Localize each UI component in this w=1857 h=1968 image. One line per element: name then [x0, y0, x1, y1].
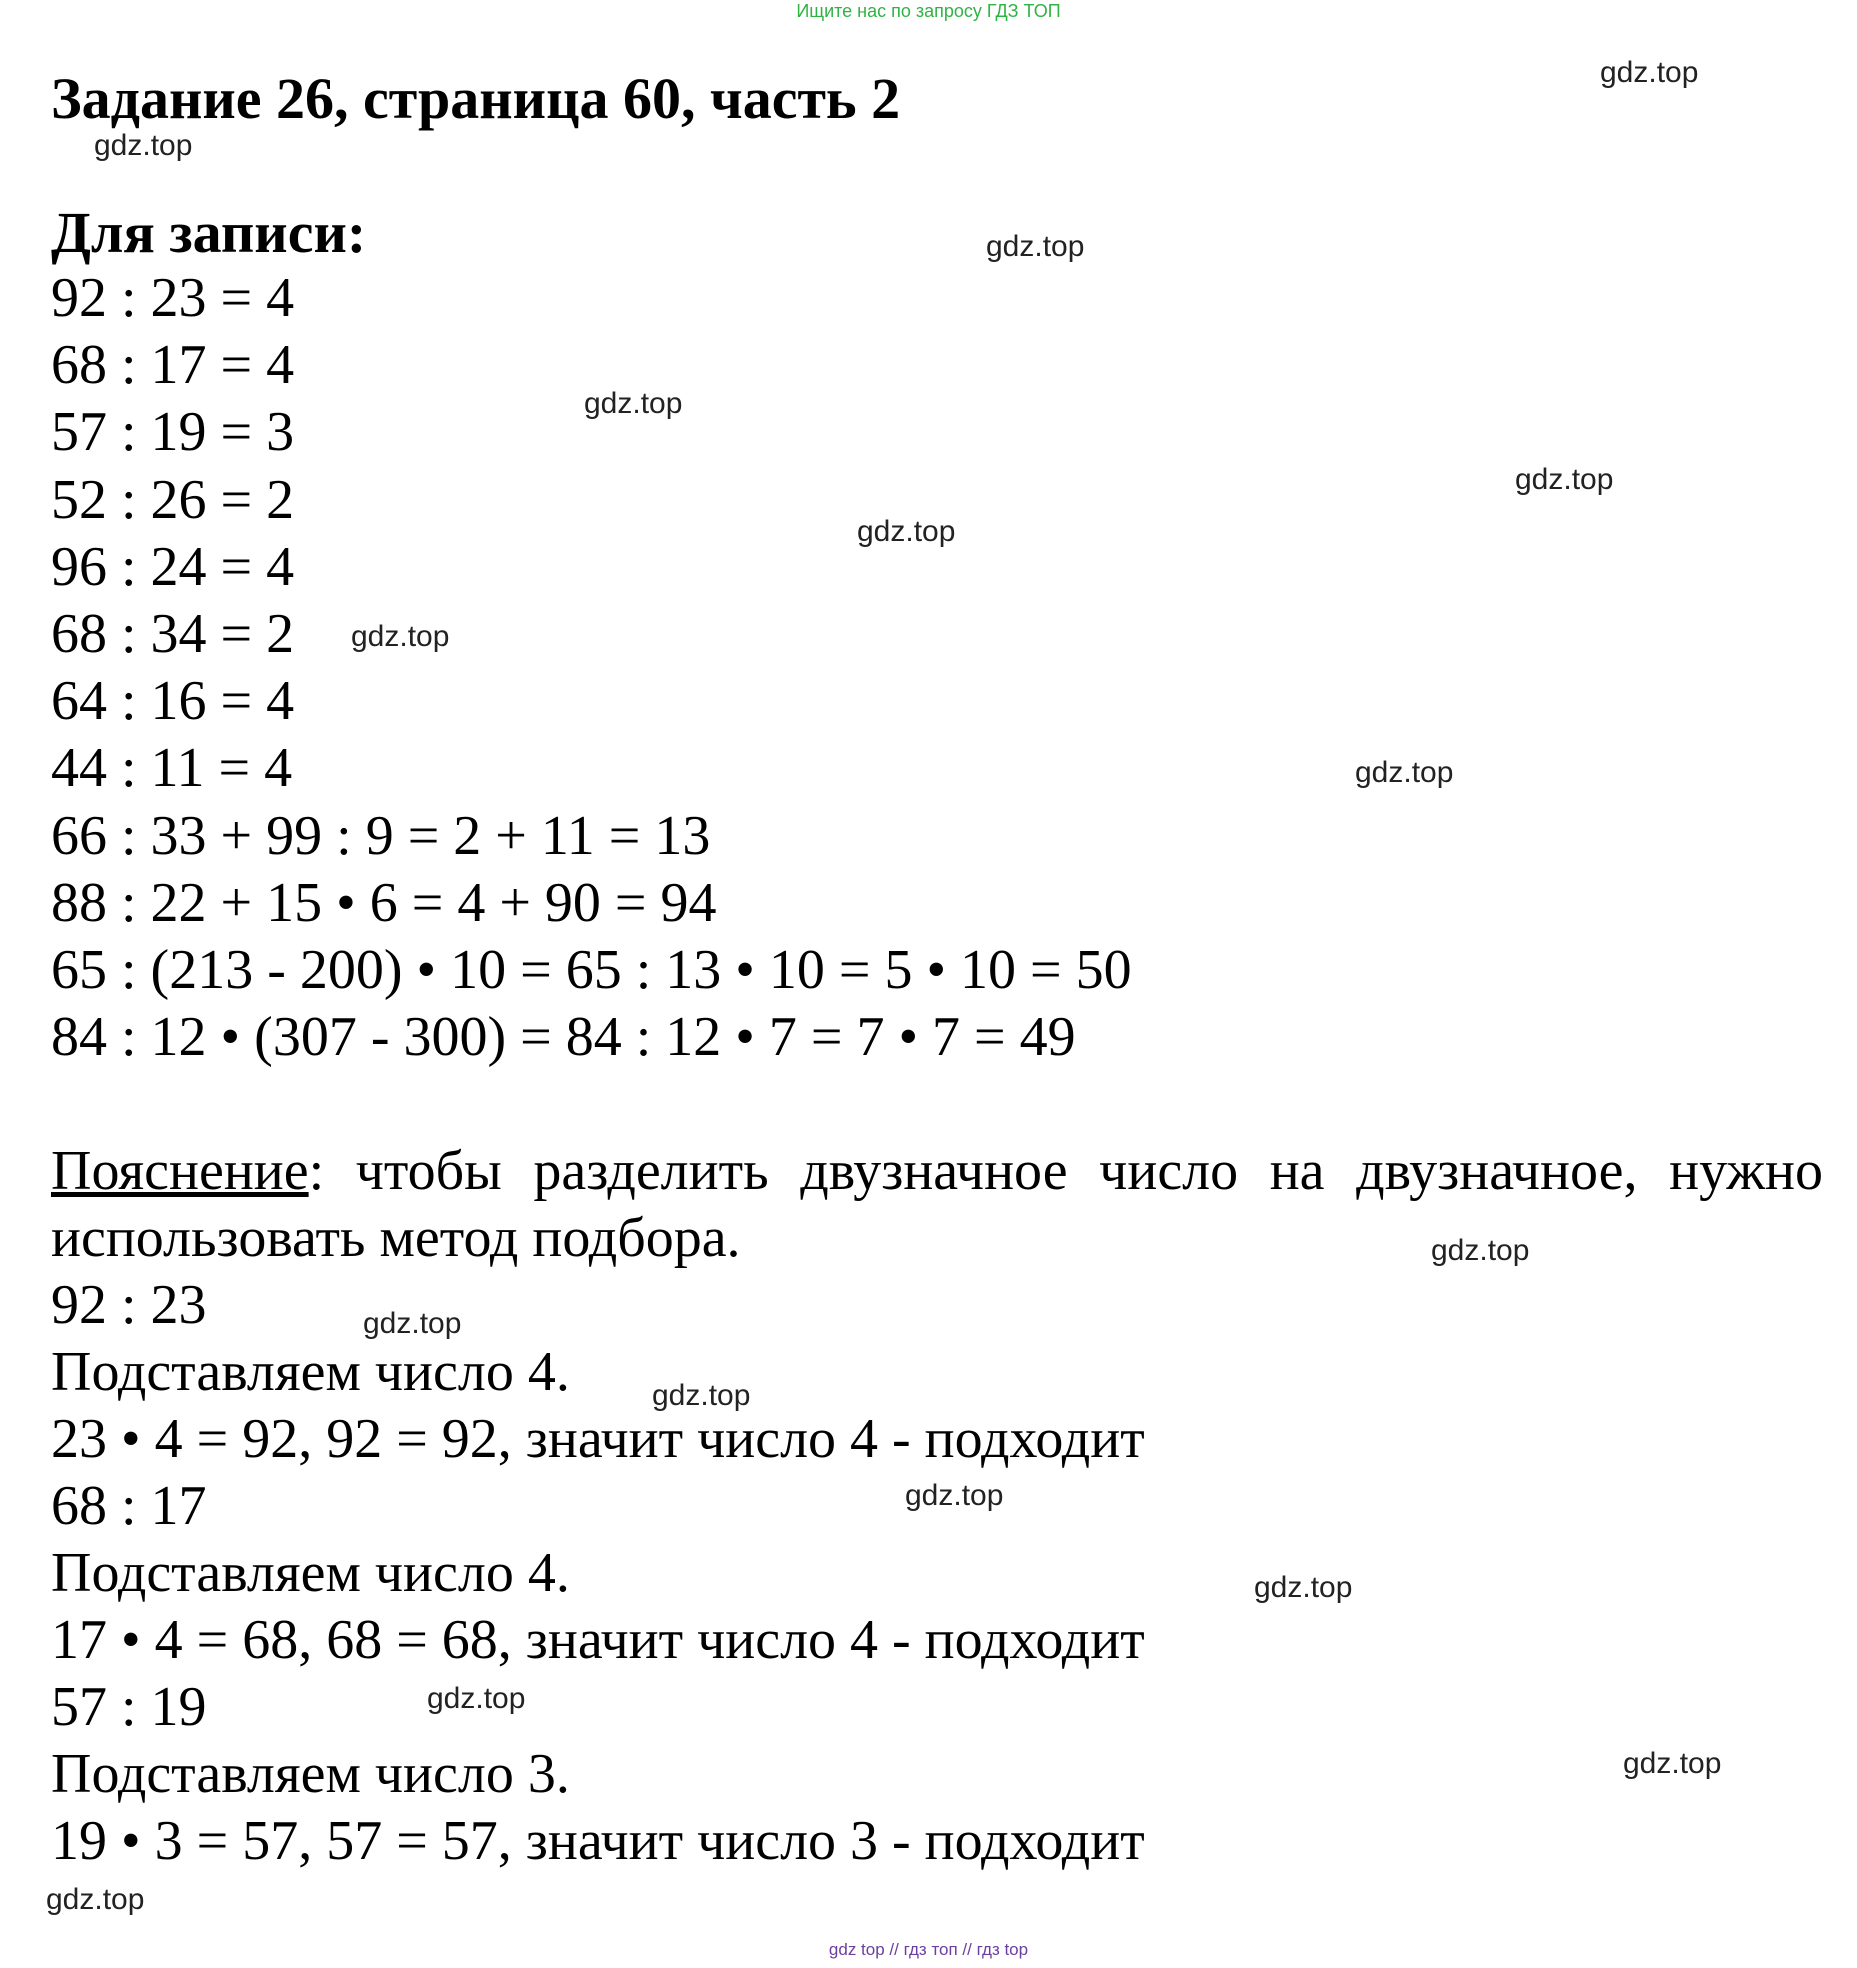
step-line: Подставляем число 4. — [51, 1542, 570, 1604]
record-line: 68 : 17 = 4 — [51, 334, 295, 397]
record-line: 96 : 24 = 4 — [51, 535, 295, 598]
steps-list — [51, 1272, 1145, 1875]
record-line: 88 : 22 + 15 • 6 = 4 + 90 = 94 — [51, 871, 717, 934]
step-line: 23 • 4 = 92, 92 = 92, значит число 4 - подходит — [51, 1408, 1145, 1470]
watermark: gdz.top — [1355, 756, 1454, 789]
watermark: gdz.top — [363, 1307, 462, 1340]
step-line: 57 : 19 — [51, 1676, 207, 1738]
watermark: gdz.top — [46, 1883, 145, 1916]
record-line: 92 : 23 = 4 — [51, 267, 295, 329]
record-line: 68 : 34 = 2 — [51, 603, 295, 666]
watermark: gdz.top — [1623, 1747, 1722, 1780]
watermark: gdz.top — [94, 129, 193, 162]
watermark: gdz.top — [857, 515, 956, 548]
watermark: gdz.top — [351, 620, 450, 653]
explanation-label: Пояснение — [51, 1140, 309, 1202]
record-line: 44 : 11 = 4 — [51, 737, 293, 800]
section-heading: Для записи: — [51, 200, 367, 265]
watermark: gdz.top — [1515, 463, 1614, 496]
watermark: gdz.top — [652, 1379, 751, 1412]
record-line: 65 : (213 - 200) • 10 = 65 : 13 • 10 = 5 • 10 = 50 — [51, 939, 1132, 1002]
watermark: gdz.top — [986, 230, 1085, 263]
step-line: 68 : 17 — [51, 1475, 207, 1537]
record-line: 84 : 12 • (307 - 300) = 84 : 12 • 7 = 7 • 7 = 49 — [51, 1006, 1076, 1069]
step-line: 19 • 3 = 57, 57 = 57, значит число 3 - подходит — [51, 1810, 1145, 1872]
explanation-paragraph — [51, 1138, 1823, 1272]
step-line: 92 : 23 — [51, 1274, 207, 1336]
step-line: Подставляем число 3. — [51, 1743, 570, 1805]
watermark: gdz.top — [427, 1682, 526, 1715]
watermark: gdz.top — [1600, 56, 1699, 89]
watermark: gdz.top — [905, 1479, 1004, 1512]
watermark: gdz.top — [1254, 1571, 1353, 1604]
step-line: Подставляем число 4. — [51, 1341, 570, 1403]
record-line: 64 : 16 = 4 — [51, 670, 295, 733]
top-banner: Ищите нас по запросу ГДЗ ТОП — [796, 1, 1061, 21]
record-line: 66 : 33 + 99 : 9 = 2 + 11 = 13 — [51, 804, 711, 867]
footer: gdz top // гдз топ // гдз top — [828, 1940, 1029, 1959]
watermark: gdz.top — [584, 387, 683, 420]
record-line: 57 : 19 = 3 — [51, 401, 295, 464]
records-list — [51, 265, 1132, 1071]
explanation-text: : чтобы разделить двузначное число на двузначное, нужно использовать метод подбора. — [51, 1140, 1823, 1269]
record-line: 52 : 26 = 2 — [51, 468, 295, 531]
page-title: Задание 26, страница 60, часть 2 — [51, 66, 901, 131]
step-line: 17 • 4 = 68, 68 = 68, значит число 4 - подходит — [51, 1609, 1145, 1671]
watermark: gdz.top — [1431, 1234, 1530, 1267]
